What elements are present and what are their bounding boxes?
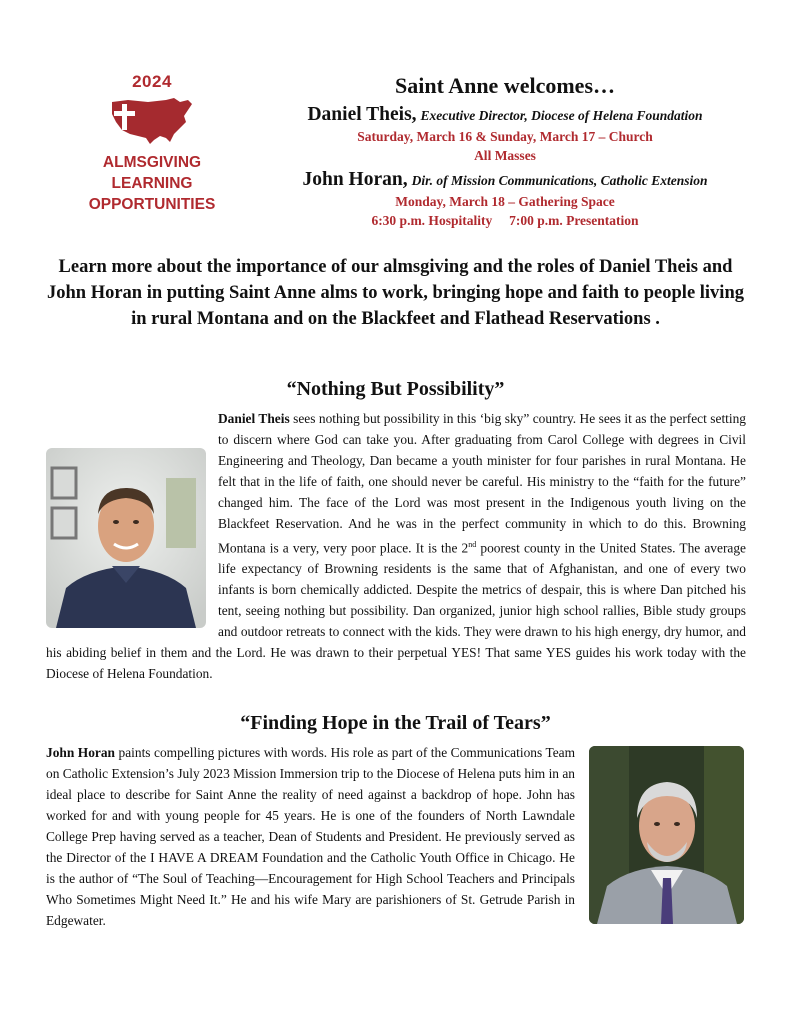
section-1-title: “Nothing But Possibility” [286,378,505,400]
logo-year: 2024 [132,72,172,91]
daniel-theis-photo [46,448,206,628]
speaker-2-date: Monday, March 18 – Gathering Space [395,194,615,209]
event-header [270,72,740,230]
speaker-1-date: Saturday, March 16 & Sunday, March 17 – Church [357,129,653,144]
section-1-text-a: sees nothing but possibility in this ‘big sky” country. He sees it as the perfect setting to discern where God can take you. After graduating from Carol College with degrees in Civil Engineering and Theology, Dan became a youth minister for four parishes in rural Montana. He felt that in the life of faith, one should never be careful. His ministry to the “faith for the future” changed him. The face of the Lord was most present in the Indigenous youth living on the Blackfeet Reservation. And he was in the perfect community in which to do this. Browning Montana is a very, very poor place. It is the 2 [218,411,747,556]
john-horan-photo [589,746,744,924]
usa-map-cross-icon [108,94,196,148]
logo-line-2: LEARNING [111,175,193,192]
section-1-lead: Daniel Theis [218,411,290,426]
speaker-2-role: Dir. of Mission Communications, Catholic Extension [411,173,708,188]
section-2-lead: John Horan [46,745,116,760]
section-2-text: paints compelling pictures with words. His role as part of the Communications Team on Catholic Extension’s July 2023 Mission Immersion trip to the Diocese of Helena puts him in an ideal place to describe for Saint Anne the reality of need against a backdrop of hope. John has worked for and with young people for 45 years. He is one of the founders of North Lawndale College Prep having served as a teacher, Dean of Students and President. He previously served as the Director of the I HAVE A DREAM Foundation and the Catholic Youth Office in Chicago. He is the author of “The Soul of Teaching—Encouragement for High School Teachers and Principals Who Sometimes Might Need It.” He and his wife Mary are parishioners of St. Getrude Parish in Edgewater. [46,745,575,928]
section-1-text-b: poorest county in the United States. The average life expectancy of Browning residents is the same that of Afghanistan, and one of every two infants is born chemically addicted. Despite the metrics of despair, this is where Dan pitched his tent, seeing nothing but possibility. Dan organized, junior high school rallies, Bible study groups and outdoor retreats to connect with the kids. They were drawn to his high energy, dry humor, and his abiding belief in them and the Lord. He was drawn to their perpetual YES! That same YES guides his work today with the Diocese of Helena Foundation. [46,540,746,682]
logo-line-3: OPPORTUNITIES [88,196,216,213]
speaker-1 [270,104,740,127]
speaker-1-masses: All Masses [474,148,536,163]
speaker-2-times: 6:30 p.m. Hospitality 7:00 p.m. Presentation [371,213,639,228]
section-1-sup: nd [468,540,477,549]
speaker-2-name: John Horan, [302,169,408,190]
speaker-1-role: Executive Director, Diocese of Helena Foundation [420,108,703,123]
section-2-body [46,742,746,931]
intro-paragraph: Learn more about the importance of our almsgiving and the roles of Daniel Theis and John Horan in putting Saint Anne alms to work, bringing hope and faith to people living in rural Montana and on the Blackfeet and Flathead Reservations . [47,257,744,329]
welcome-title: Saint Anne welcomes… [395,73,615,98]
section-1-body [46,408,746,684]
speaker-1-name: Daniel Theis, [307,104,417,125]
almsgiving-logo [72,72,232,215]
speaker-2 [270,169,740,192]
logo-line-1: ALMSGIVING [102,154,202,171]
section-2-title: “Finding Hope in the Trail of Tears” [240,712,551,734]
